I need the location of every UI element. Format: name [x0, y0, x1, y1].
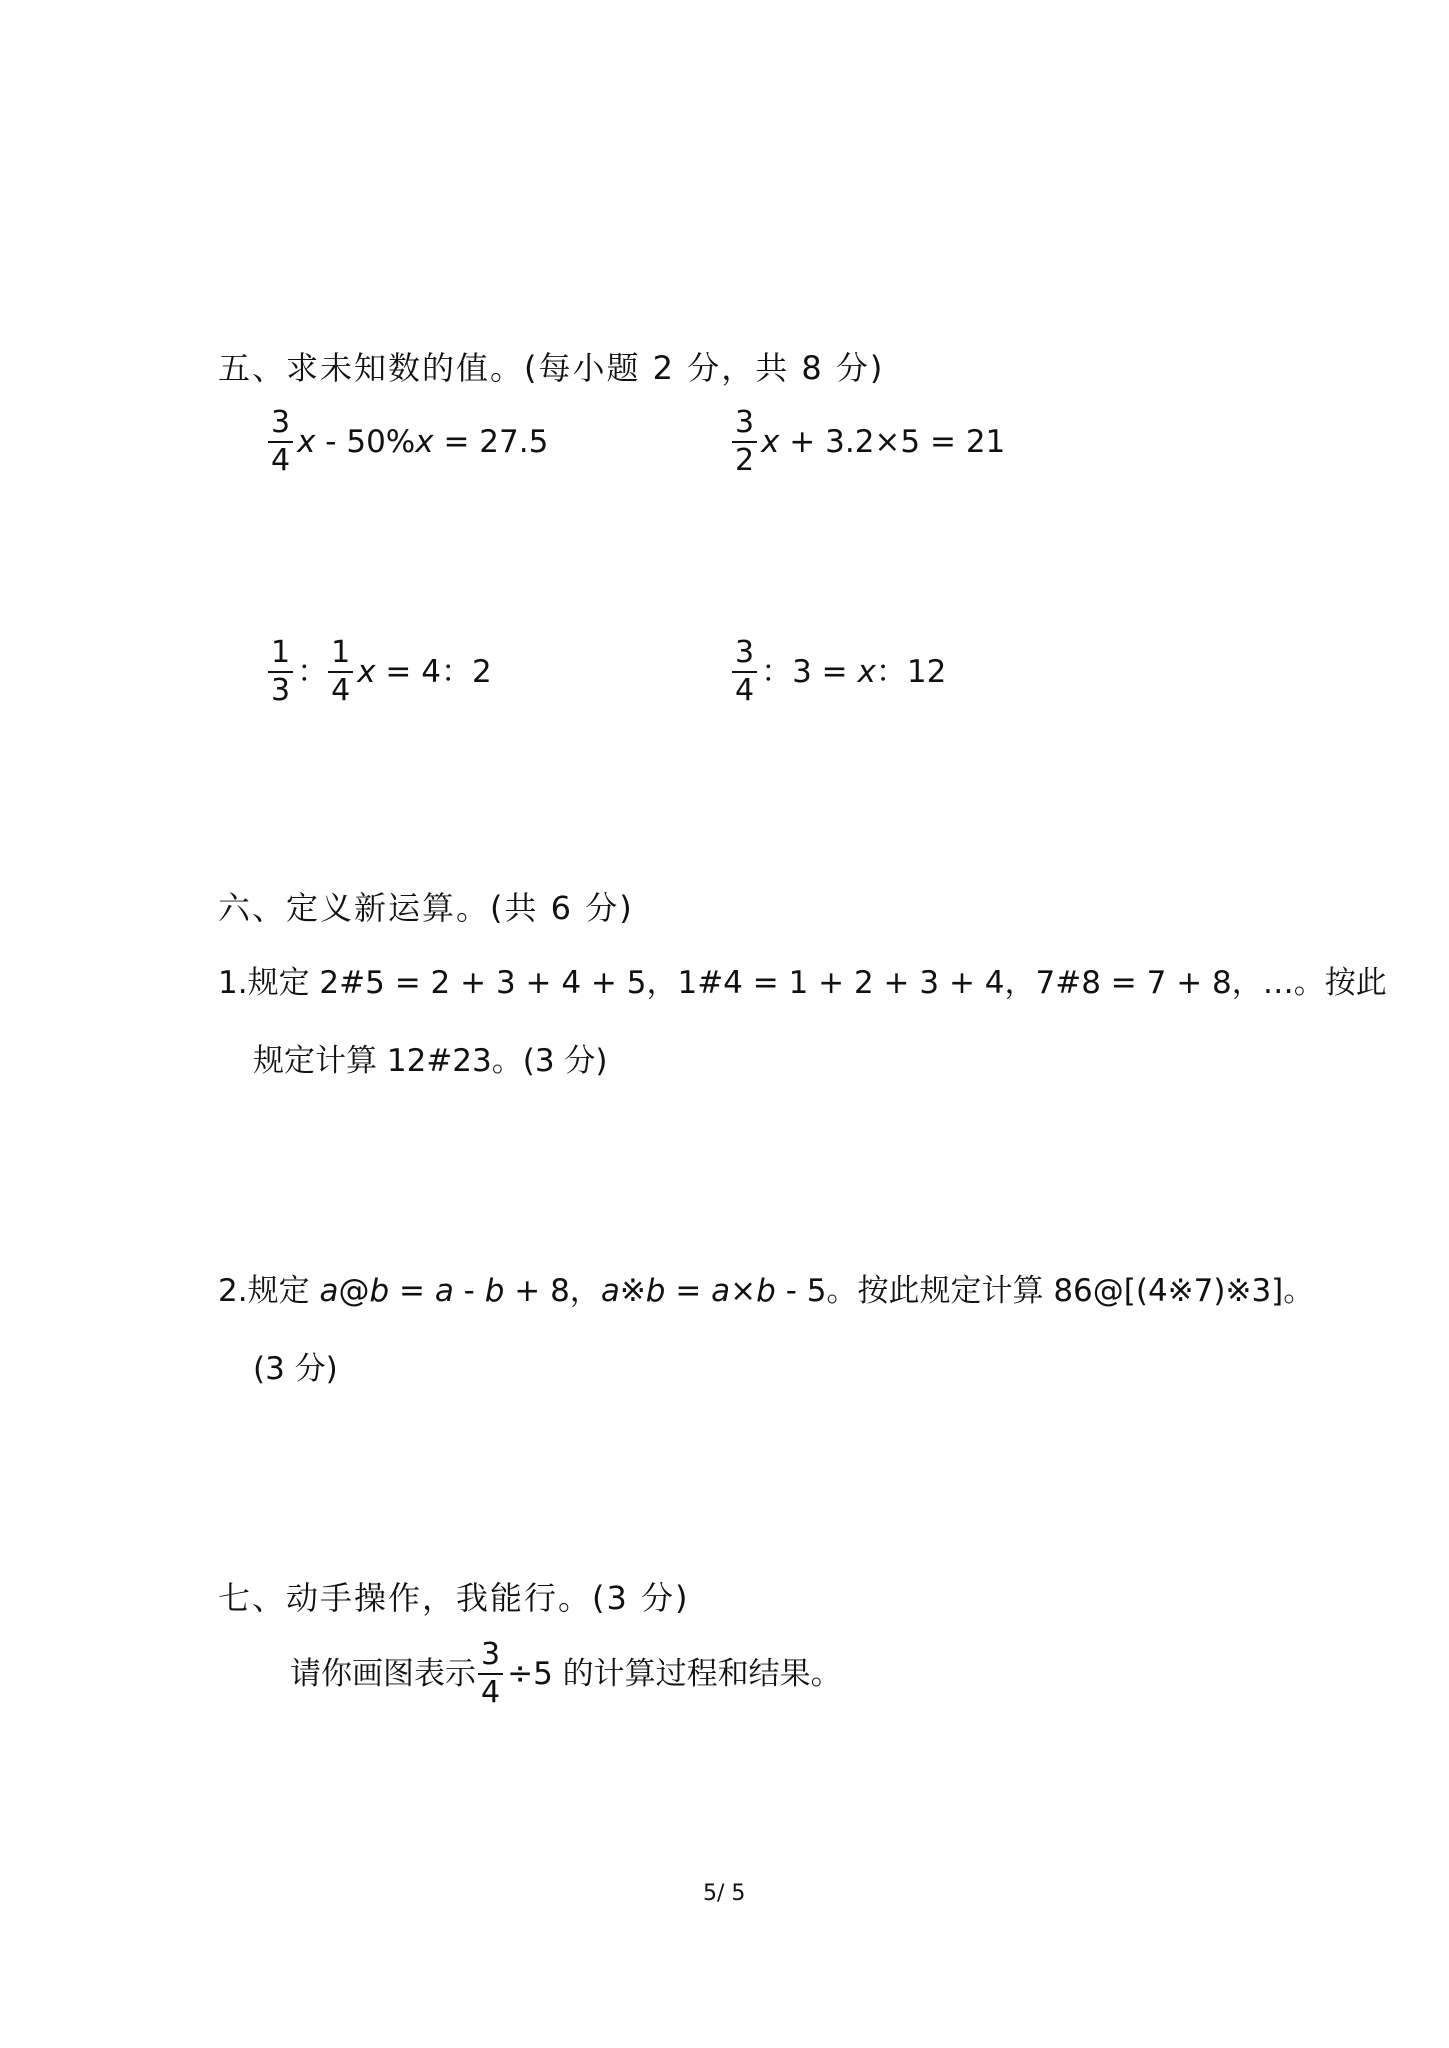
fraction: $\frac{3}{2}$ — [732, 408, 757, 476]
fraction: $\frac{3}{4}$ — [732, 638, 757, 706]
question-2-line-2: (3 分) — [253, 1351, 338, 1387]
variable: x — [297, 423, 316, 460]
equation-1: $\frac{3}{4}$ x - 50% x = 27.5 — [268, 408, 548, 476]
section-5-title: 五、求未知数的值。(每小题 2 分，共 8 分) — [218, 349, 885, 387]
question-1-line-2: 规定计算 12#23。(3 分) — [253, 1043, 608, 1079]
section-7-title: 七、动手操作，我能行。(3 分) — [218, 1579, 690, 1617]
fraction: $\frac{1}{3}$ — [268, 638, 293, 706]
fraction: $\frac{3}{4}$ — [268, 408, 293, 476]
equation-3: $\frac{1}{3}$ ： $\frac{1}{4}$ x = 4：2 — [268, 638, 492, 706]
equation-2: $\frac{3}{2}$ x + 3.2×5 = 21 — [732, 408, 1005, 476]
fraction: $\frac{3}{4}$ — [478, 1640, 503, 1708]
fraction: $\frac{1}{4}$ — [328, 638, 353, 706]
drawing-task: 请你画图表示 $\frac{3}{4}$ ÷5 的计算过程和结果。 — [290, 1637, 842, 1710]
question-1-line-1: 1.规定 2#5 = 2 + 3 + 4 + 5，1#4 = 1 + 2 + 3 + 4，7#8 = 7 + 8，…。按此 — [218, 965, 1387, 1001]
equation-4: $\frac{3}{4}$ ：3 = x ：12 — [732, 638, 946, 706]
variable: x — [761, 423, 780, 460]
variable: x — [415, 423, 434, 460]
variable: x — [357, 653, 376, 690]
variable: x — [857, 653, 876, 690]
section-6-title: 六、定义新运算。(共 6 分) — [218, 889, 634, 927]
page-number: 5/ 5 — [703, 1881, 746, 1906]
question-2-line-1: 2.规定 a@b = a - b + 8，a※b = a×b - 5。按此规定计算 86@[(4※7)※3]。 — [218, 1273, 1315, 1309]
